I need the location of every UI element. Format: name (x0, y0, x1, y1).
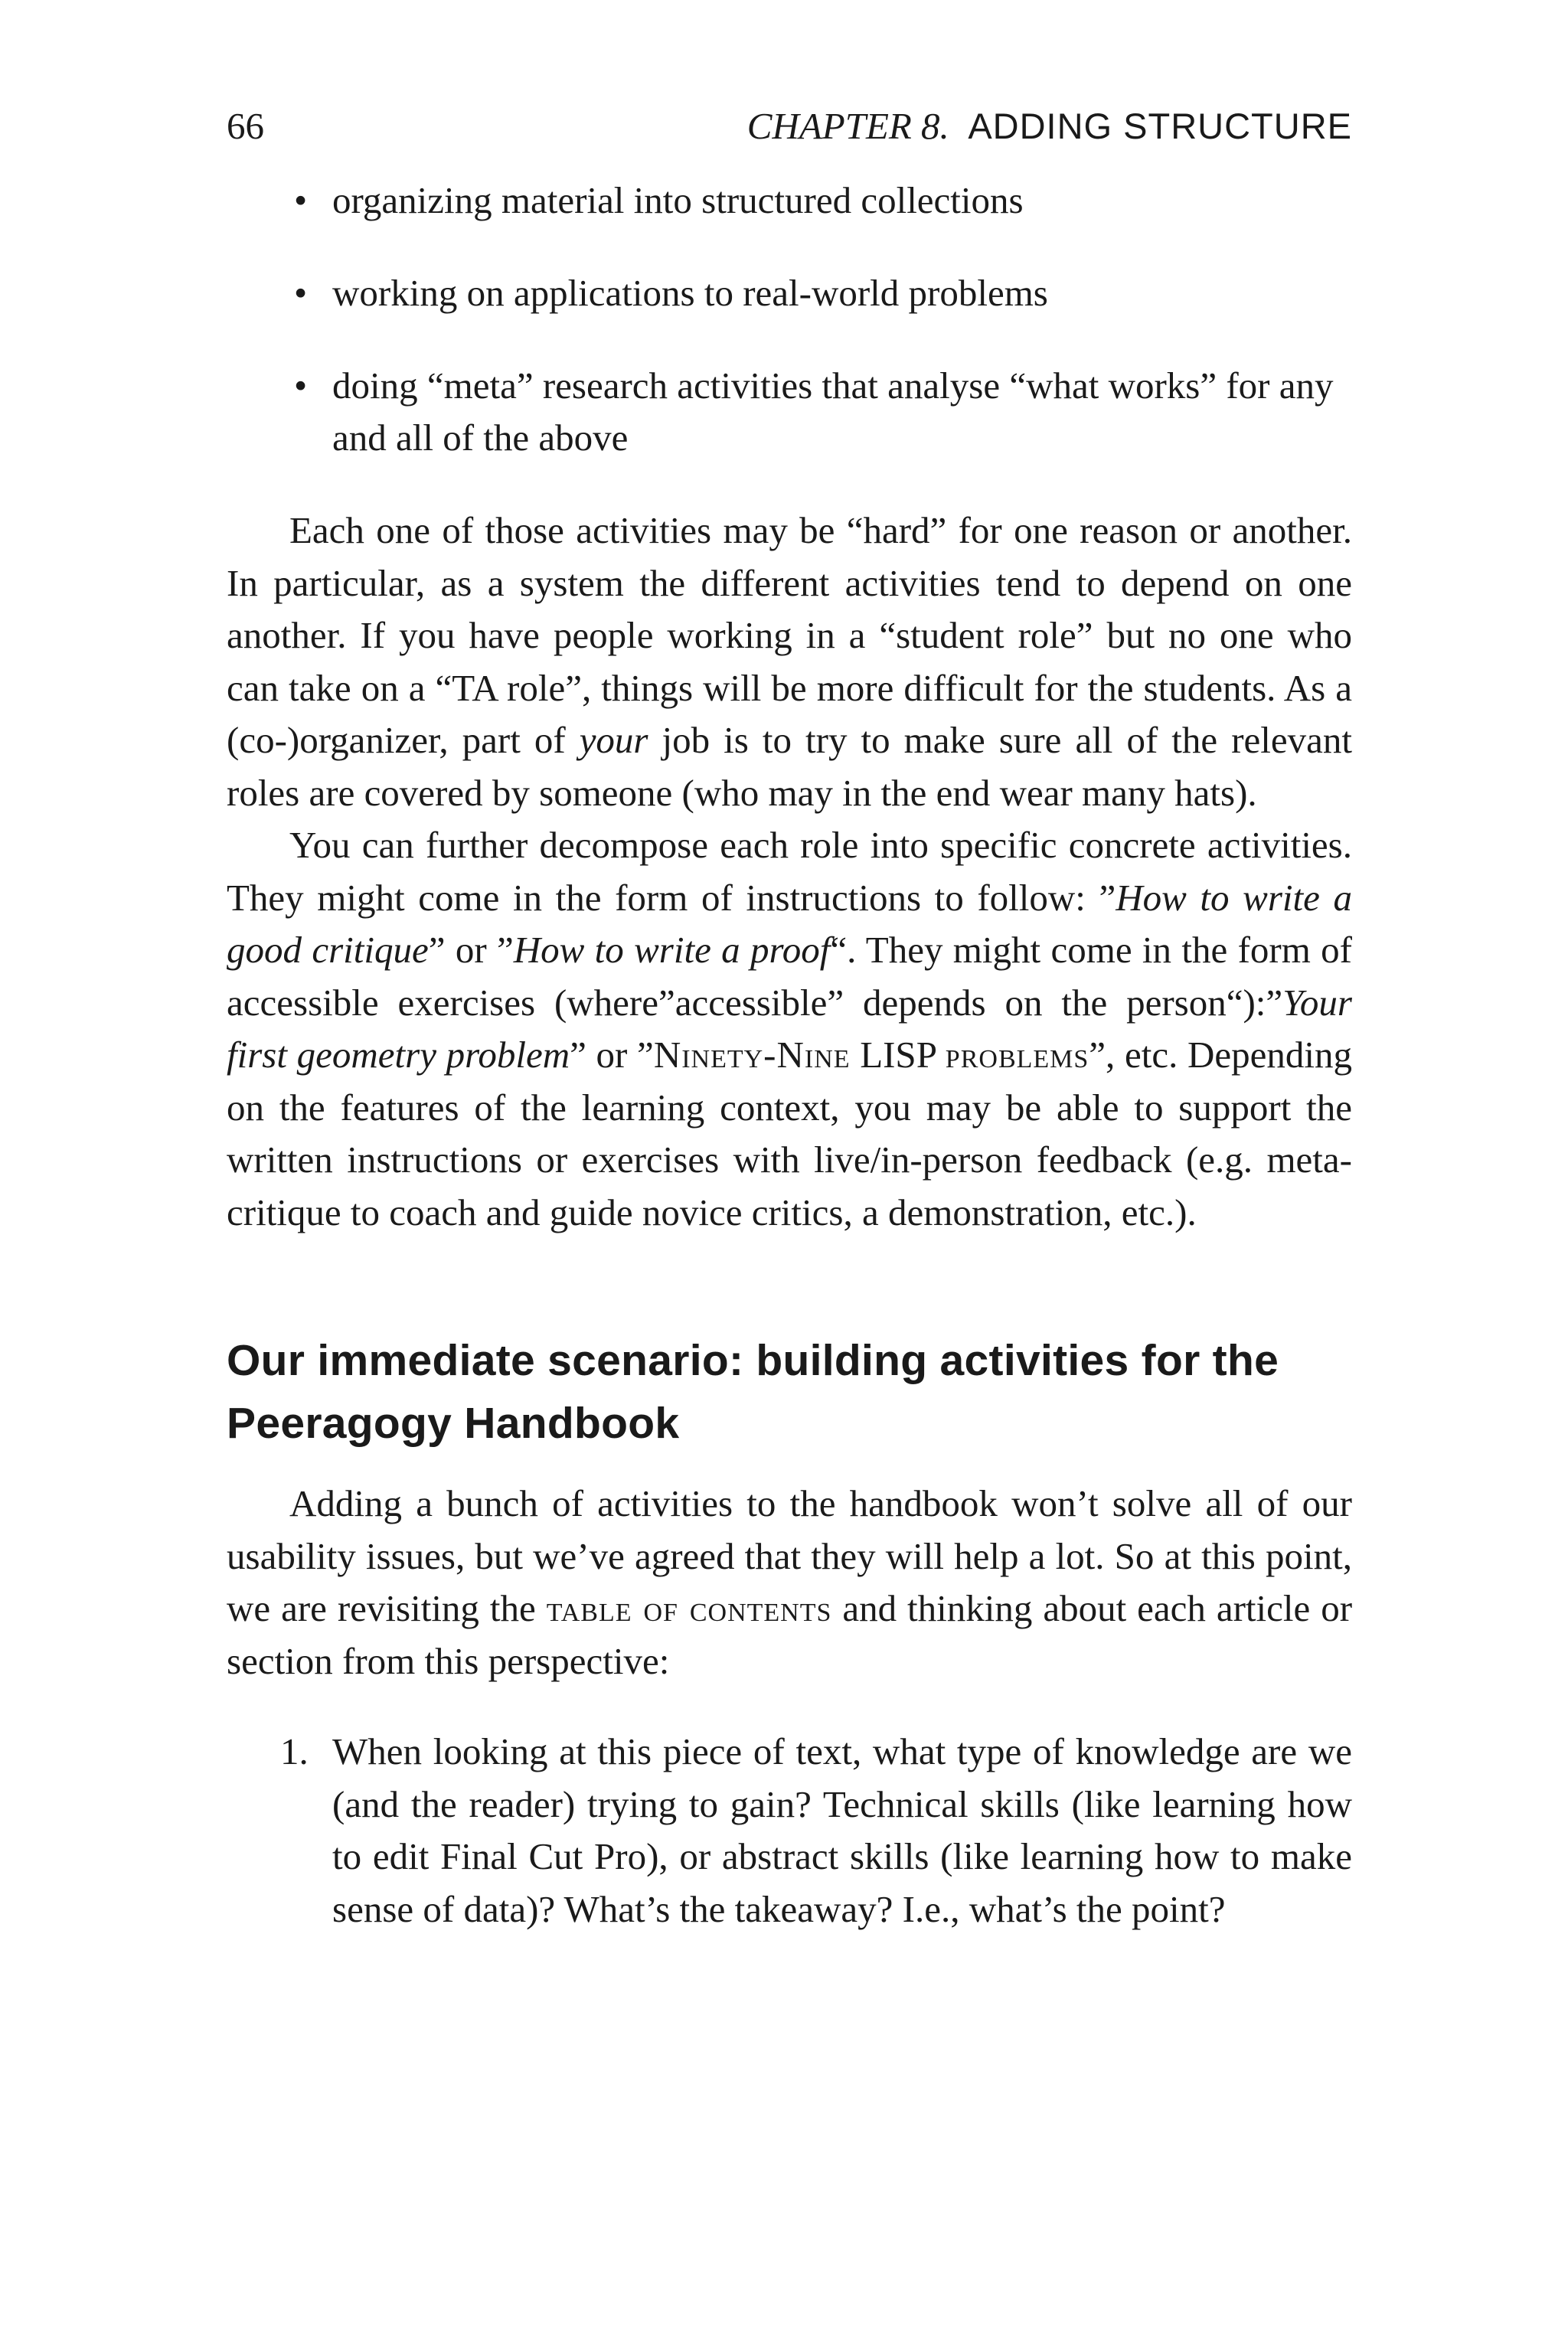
paragraph-text: and thinking about each article or section from this perspective: (227, 1587, 1353, 1682)
chapter-label: CHAPTER 8. (746, 105, 949, 147)
book-page (227, 100, 1352, 1936)
body-text (227, 505, 1352, 1687)
bullet-icon: • (294, 179, 308, 221)
section-heading: Our immediate scenario: building activities for the Peeragogy Handbook (227, 1336, 1279, 1448)
list-number: 1. (280, 1730, 309, 1772)
list-item-text: When looking at this piece of text, what type of knowledge are we (and the reader) trying to gain? Technical skills (like learning how to edit Final Cut Pro), or abstract skills (like learning how to make sense of data)? What’s the takeaway? I.e., what’s the point? (332, 1730, 1352, 1930)
small-caps-text: problems (945, 1034, 1089, 1076)
list-item-text: doing “meta” research activities that analyse “what works” for any and all of the above (332, 364, 1334, 459)
paragraph (227, 505, 1352, 819)
paragraph-text: ” or ” (570, 1034, 654, 1076)
bullet-icon: • (294, 272, 308, 314)
paragraph-text: You can further decompose each role into specific concrete activities. They might come in the form of instructions to follow: ” (227, 824, 1352, 919)
list-item-text: organizing material into structured collections (332, 179, 1024, 221)
paragraph-text: LISP (850, 1034, 946, 1076)
emphasis: How to write a proof (513, 929, 831, 971)
chapter-title: ADDING STRUCTURE (968, 106, 1352, 146)
small-caps-text: Ninety-Nine (653, 1034, 851, 1076)
emphasis: How to write a good critique (227, 876, 1352, 971)
list-item (227, 175, 1352, 227)
paragraph-text: “. They might come in the form of accessible exercises (where”accessible” depends on the person“):” (227, 929, 1352, 1024)
paragraph (227, 819, 1352, 1239)
emphasis: Your first geometry problem (227, 981, 1352, 1076)
list-item (227, 267, 1352, 319)
paragraph-text: job is to try to make sure all of the relevant roles are covered by someone (who may in the end wear many hats). (227, 719, 1352, 814)
chapter-running-title (747, 100, 1352, 153)
emphasis: your (579, 719, 648, 761)
paragraph-text: ”, etc. Depending on the features of the learning context, you may be able to support the written instructions or exercises with live/in-person feedback (e.g. meta-critique to coach and guide novice critics, a demonstration, etc.). (227, 1034, 1352, 1233)
list-item-text: working on applications to real-world problems (332, 272, 1048, 314)
paragraph-text: Each one of those activities may be “hard” for one reason or another. In particular, as a system the different activities tend to depend on one another. If you have people working in a “student role” but no one who can take on a “TA role”, things will be more difficult for the students. As a (co-)organizer, part of (227, 509, 1352, 761)
bullet-icon: • (294, 364, 308, 407)
list-item (227, 1726, 1352, 1936)
paragraph-text: Adding a bunch of activities to the handbook won’t solve all of our usability issues, but we’ve agreed that they will help a lot. So at this point, we are revisiting the (227, 1482, 1352, 1629)
page-number: 66 (227, 105, 264, 147)
paragraph-text: ” or ” (428, 929, 514, 971)
list-item (227, 360, 1352, 464)
paragraph (227, 1478, 1352, 1687)
numbered-list (227, 1726, 1352, 1936)
activity-bullet-list (227, 175, 1352, 464)
small-caps-text: table of contents (546, 1587, 832, 1629)
running-header (227, 100, 1352, 153)
